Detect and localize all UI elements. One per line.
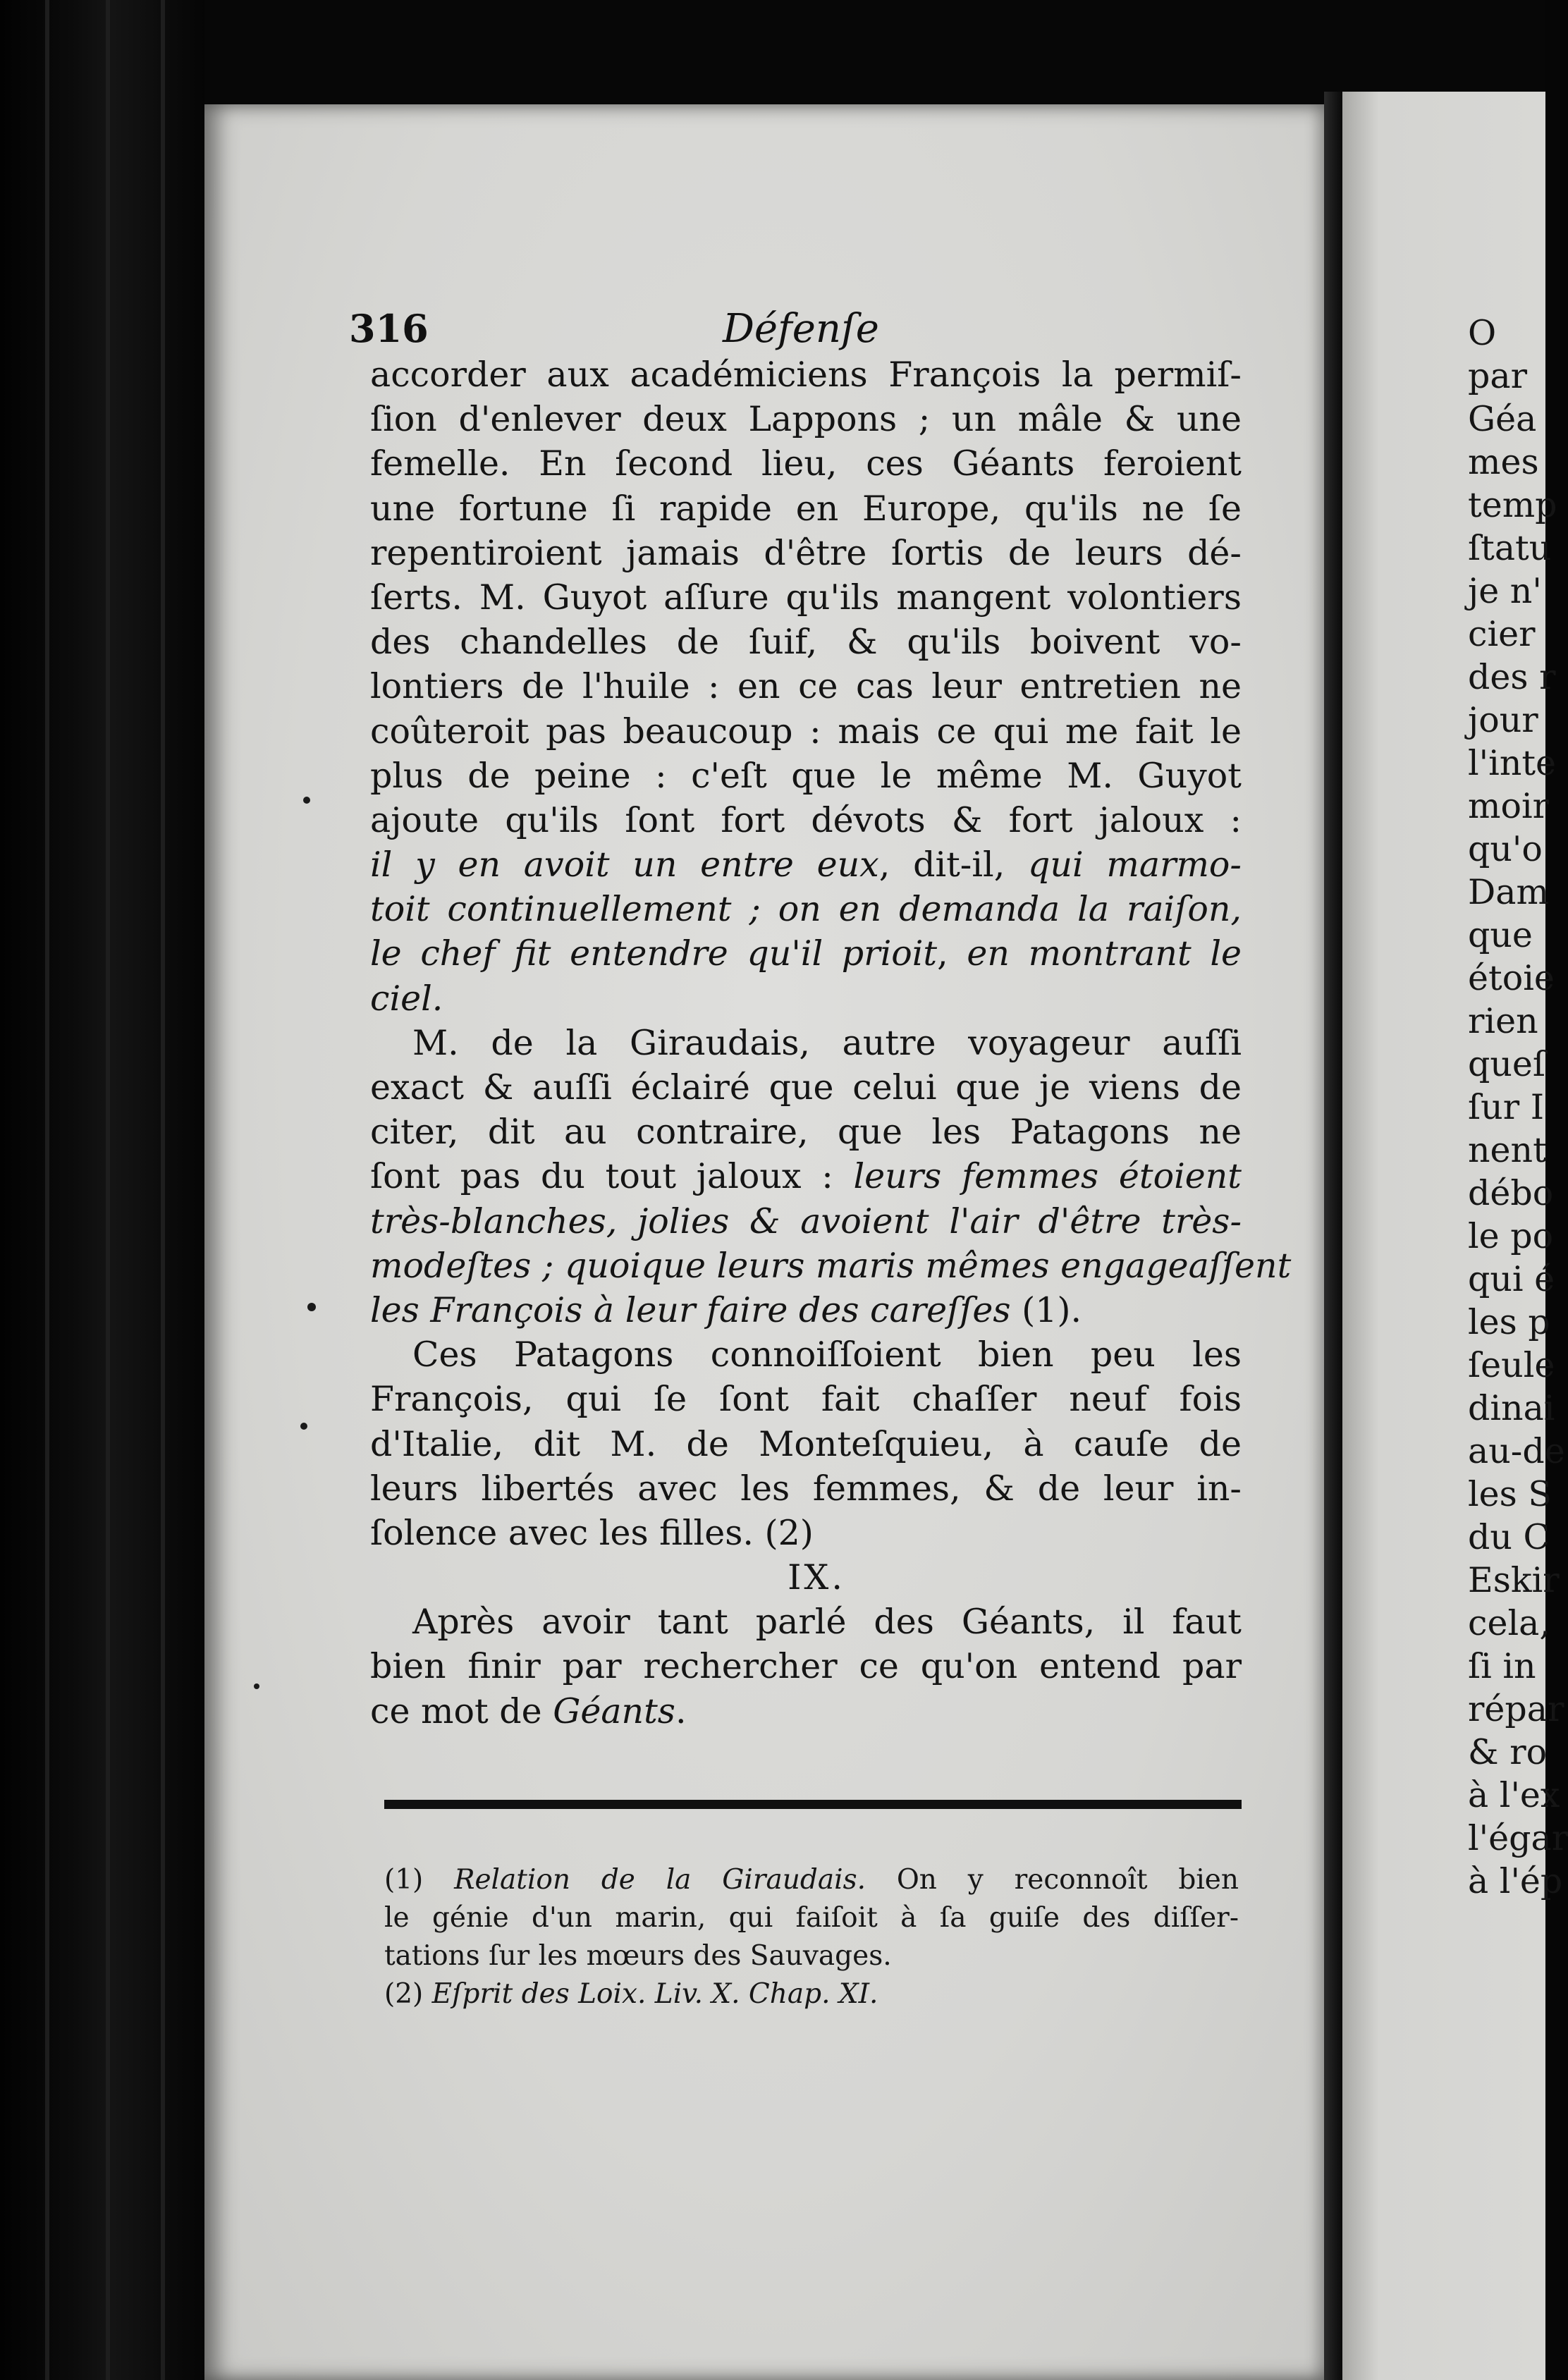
facing-page-fragment: l'inte: [1468, 743, 1557, 783]
facing-page-fragment: au-de: [1468, 1431, 1565, 1471]
facing-page-fragment: queſ: [1468, 1044, 1546, 1084]
page-number: 316: [349, 306, 429, 351]
binding-edge-line: [161, 0, 165, 2380]
body-line: [370, 1600, 1242, 1644]
body-text: (1).: [1010, 1289, 1082, 1330]
body-line: [370, 798, 1242, 842]
facing-page-fragment: que: [1468, 915, 1533, 955]
facing-page-fragment: moir: [1468, 786, 1550, 826]
body-text: ce mot de: [370, 1691, 553, 1731]
facing-page-fragment: ſi in: [1468, 1646, 1536, 1686]
body-text: Ces Patagons connoiſſoient bien peu les: [412, 1335, 1242, 1375]
facing-page-fragment: Géa: [1468, 399, 1537, 439]
margin-speck: [254, 1683, 259, 1689]
body-line: [370, 842, 1242, 887]
body-line: [370, 1154, 1242, 1198]
body-text: une fortune ſi rapide en Europe, qu'ils ne ſe: [370, 488, 1242, 529]
page-header: [349, 306, 1244, 355]
body-italic-text: toit continuellement ; on en demanda la raiſon,: [370, 889, 1242, 930]
body-line: [370, 1422, 1242, 1466]
body-line: [370, 575, 1242, 620]
facing-page-fragment: Dam: [1468, 872, 1549, 912]
body-italic-text: qui marmo-: [1028, 845, 1242, 885]
facing-page-fragment: dinai: [1468, 1388, 1555, 1428]
facing-page-fragment: des r: [1468, 657, 1556, 697]
body-line: [370, 664, 1242, 709]
running-head: Défenſe: [723, 306, 879, 352]
body-text: lontiers de l'huile : en ce cas leur entretien ne: [370, 666, 1242, 707]
body-italic-text: leurs femmes étoient: [853, 1156, 1242, 1197]
body-text: bien finir par rechercher ce qu'on entend par: [370, 1646, 1242, 1687]
body-line: [370, 1244, 1292, 1288]
body-line: [370, 754, 1242, 798]
facing-page-fragment: jour: [1468, 700, 1538, 740]
section-heading: IX.: [788, 1557, 845, 1598]
footnote-text: (1): [384, 1864, 455, 1896]
facing-page-fragment: O: [1468, 313, 1497, 353]
body-line: [370, 1288, 1242, 1332]
facing-page-fragment: & ro: [1468, 1732, 1548, 1772]
facing-page-text: [1468, 312, 1568, 1903]
footnote-line: [384, 1899, 1239, 1937]
body-italic-text: modeſtes ; quoique leurs maris mêmes engageaſſent: [370, 1245, 1292, 1286]
body-line: [370, 1689, 1242, 1734]
facing-page-fragment: rien: [1468, 1001, 1538, 1041]
body-line: [370, 1644, 1242, 1688]
binding-edge-line: [45, 0, 49, 2380]
body-text: Après avoir tant parlé des Géants, il faut: [412, 1602, 1242, 1643]
footnotes: [384, 1861, 1239, 2013]
body-line: [370, 1511, 1242, 1555]
facing-page-fragment: par: [1468, 356, 1528, 396]
body-text: plus de peine : c'eſt que le même M. Guyot: [370, 755, 1242, 796]
facing-page-fragment: le po: [1468, 1216, 1554, 1256]
body-italic-text: le chef fit entendre qu'il prioit: [370, 933, 938, 974]
body-text: .: [675, 1691, 687, 1731]
page-gutter: [1324, 92, 1342, 2380]
body-text: coûteroit pas beaucoup : mais ce qui me fait le: [370, 711, 1242, 752]
body-italic-text: en montrant le: [967, 933, 1242, 974]
body-text: ſont pas du tout jaloux :: [370, 1156, 854, 1197]
body-line: [370, 1110, 1242, 1154]
body-line: [370, 620, 1242, 664]
body-text: ajoute qu'ils ſont fort dévots & fort jaloux :: [370, 799, 1242, 840]
body-text: , dit-il,: [878, 845, 1029, 885]
footnote-line: [384, 1975, 1239, 2013]
body-line: [370, 1466, 1242, 1511]
facing-page-fragment: cier: [1468, 614, 1536, 654]
footnote-text: (2): [384, 1978, 432, 2010]
margin-speck: [303, 797, 310, 804]
body-text: citer, dit au contraire, que les Patagons ne: [370, 1112, 1242, 1153]
body-line: [370, 1332, 1242, 1377]
footnote-text: tations ſur les mœurs des Sauvages.: [384, 1940, 892, 1972]
body-text: accorder aux académiciens François la permiſ-: [370, 355, 1242, 395]
facing-page-fragment: répar: [1468, 1689, 1564, 1729]
body-line: [370, 887, 1242, 931]
body-text: ſerts. M. Guyot aſſure qu'ils mangent volontiers: [370, 577, 1242, 618]
body-text: ſolence avec les filles. (2): [370, 1512, 814, 1553]
main-text-block: [370, 352, 1292, 1734]
footnote-rule: [384, 1800, 1242, 1809]
footnote-line: [384, 1861, 1239, 1899]
body-italic-text: Géants: [553, 1691, 675, 1731]
body-line: [370, 1065, 1242, 1110]
body-text: femelle. En ſecond lieu, ces Géants feroient: [370, 443, 1242, 484]
facing-page-fragment: mes: [1468, 442, 1539, 482]
footnote-italic-text: Relation de la Giraudais.: [454, 1864, 866, 1896]
facing-page-fragment: qui é: [1468, 1259, 1555, 1299]
body-line: [370, 352, 1242, 397]
facing-page-fragment: à l'ex: [1468, 1775, 1560, 1815]
margin-speck: [307, 1303, 316, 1311]
facing-page-fragment: étoie: [1468, 958, 1555, 998]
body-text: d'Italie, dit M. de Monteſquieu, à cauſe de: [370, 1423, 1242, 1464]
body-line: [370, 1199, 1242, 1244]
footnote-text: On y reconnoît bien: [866, 1864, 1239, 1896]
body-line: [370, 397, 1242, 441]
footnote-italic-text: Eſprit des Loix. Liv. X. Chap. XI.: [431, 1978, 878, 2010]
body-text: ſion d'enlever deux Lappons ; un mâle & une: [370, 399, 1242, 440]
facing-page-fragment: nent: [1468, 1130, 1547, 1170]
facing-page-fragment: débo: [1468, 1173, 1554, 1213]
facing-page-fragment: l'égar: [1468, 1818, 1568, 1858]
body-italic-text: il y en avoit un entre eux: [370, 845, 879, 885]
facing-page-fragment: ſeule: [1468, 1345, 1555, 1385]
footnote-text: le génie d'un marin, qui faiſoit à ſa guiſe des diſſer-: [384, 1902, 1239, 1934]
body-line: [370, 1021, 1242, 1065]
facing-page-fragment: je n': [1468, 571, 1542, 611]
body-text: exact & auſſi éclairé que celui que je viens de: [370, 1067, 1242, 1108]
body-text: ,: [937, 933, 967, 974]
body-line: [370, 709, 1242, 754]
facing-page-fragment: qu'o: [1468, 829, 1543, 869]
facing-page-fragment: ſtatu: [1468, 528, 1552, 568]
facing-page-fragment: cela,: [1468, 1603, 1550, 1643]
margin-speck: [300, 1423, 307, 1430]
book-binding: [0, 0, 204, 2380]
body-italic-text: les François à leur faire des careſſes: [370, 1289, 1011, 1330]
body-italic-text: ciel.: [370, 978, 443, 1019]
body-line: [370, 531, 1242, 575]
facing-page-fragment: les S: [1468, 1474, 1552, 1514]
body-text: M. de la Giraudais, autre voyageur auſſi: [412, 1022, 1242, 1063]
footnote-line: [384, 1937, 1239, 1975]
body-text: des chandelles de ſuif, & qu'ils boivent vo-: [370, 622, 1242, 663]
body-text: leurs libertés avec les femmes, & de leur in-: [370, 1468, 1242, 1509]
facing-page-fragment: à l'ép: [1468, 1861, 1563, 1901]
facing-page-fragment: temp: [1468, 485, 1557, 525]
facing-page-fragment: du C: [1468, 1517, 1550, 1557]
binding-edge-line: [106, 0, 110, 2380]
facing-page-fragment: Eskir: [1468, 1560, 1560, 1600]
facing-page-fragment: ſur I: [1468, 1087, 1545, 1127]
facing-page-fragment: les p: [1468, 1302, 1550, 1342]
body-line: [370, 1377, 1242, 1421]
body-text: François, qui ſe ſont fait chaſſer neuf fois: [370, 1379, 1242, 1420]
body-text: repentiroient jamais d'être ſortis de leurs dé-: [370, 532, 1242, 573]
body-line: [370, 931, 1242, 976]
body-line: [370, 976, 1242, 1021]
body-line: [370, 486, 1242, 531]
body-line: [370, 441, 1242, 486]
body-italic-text: très-blanches, jolies & avoient l'air d'être très-: [370, 1201, 1242, 1241]
